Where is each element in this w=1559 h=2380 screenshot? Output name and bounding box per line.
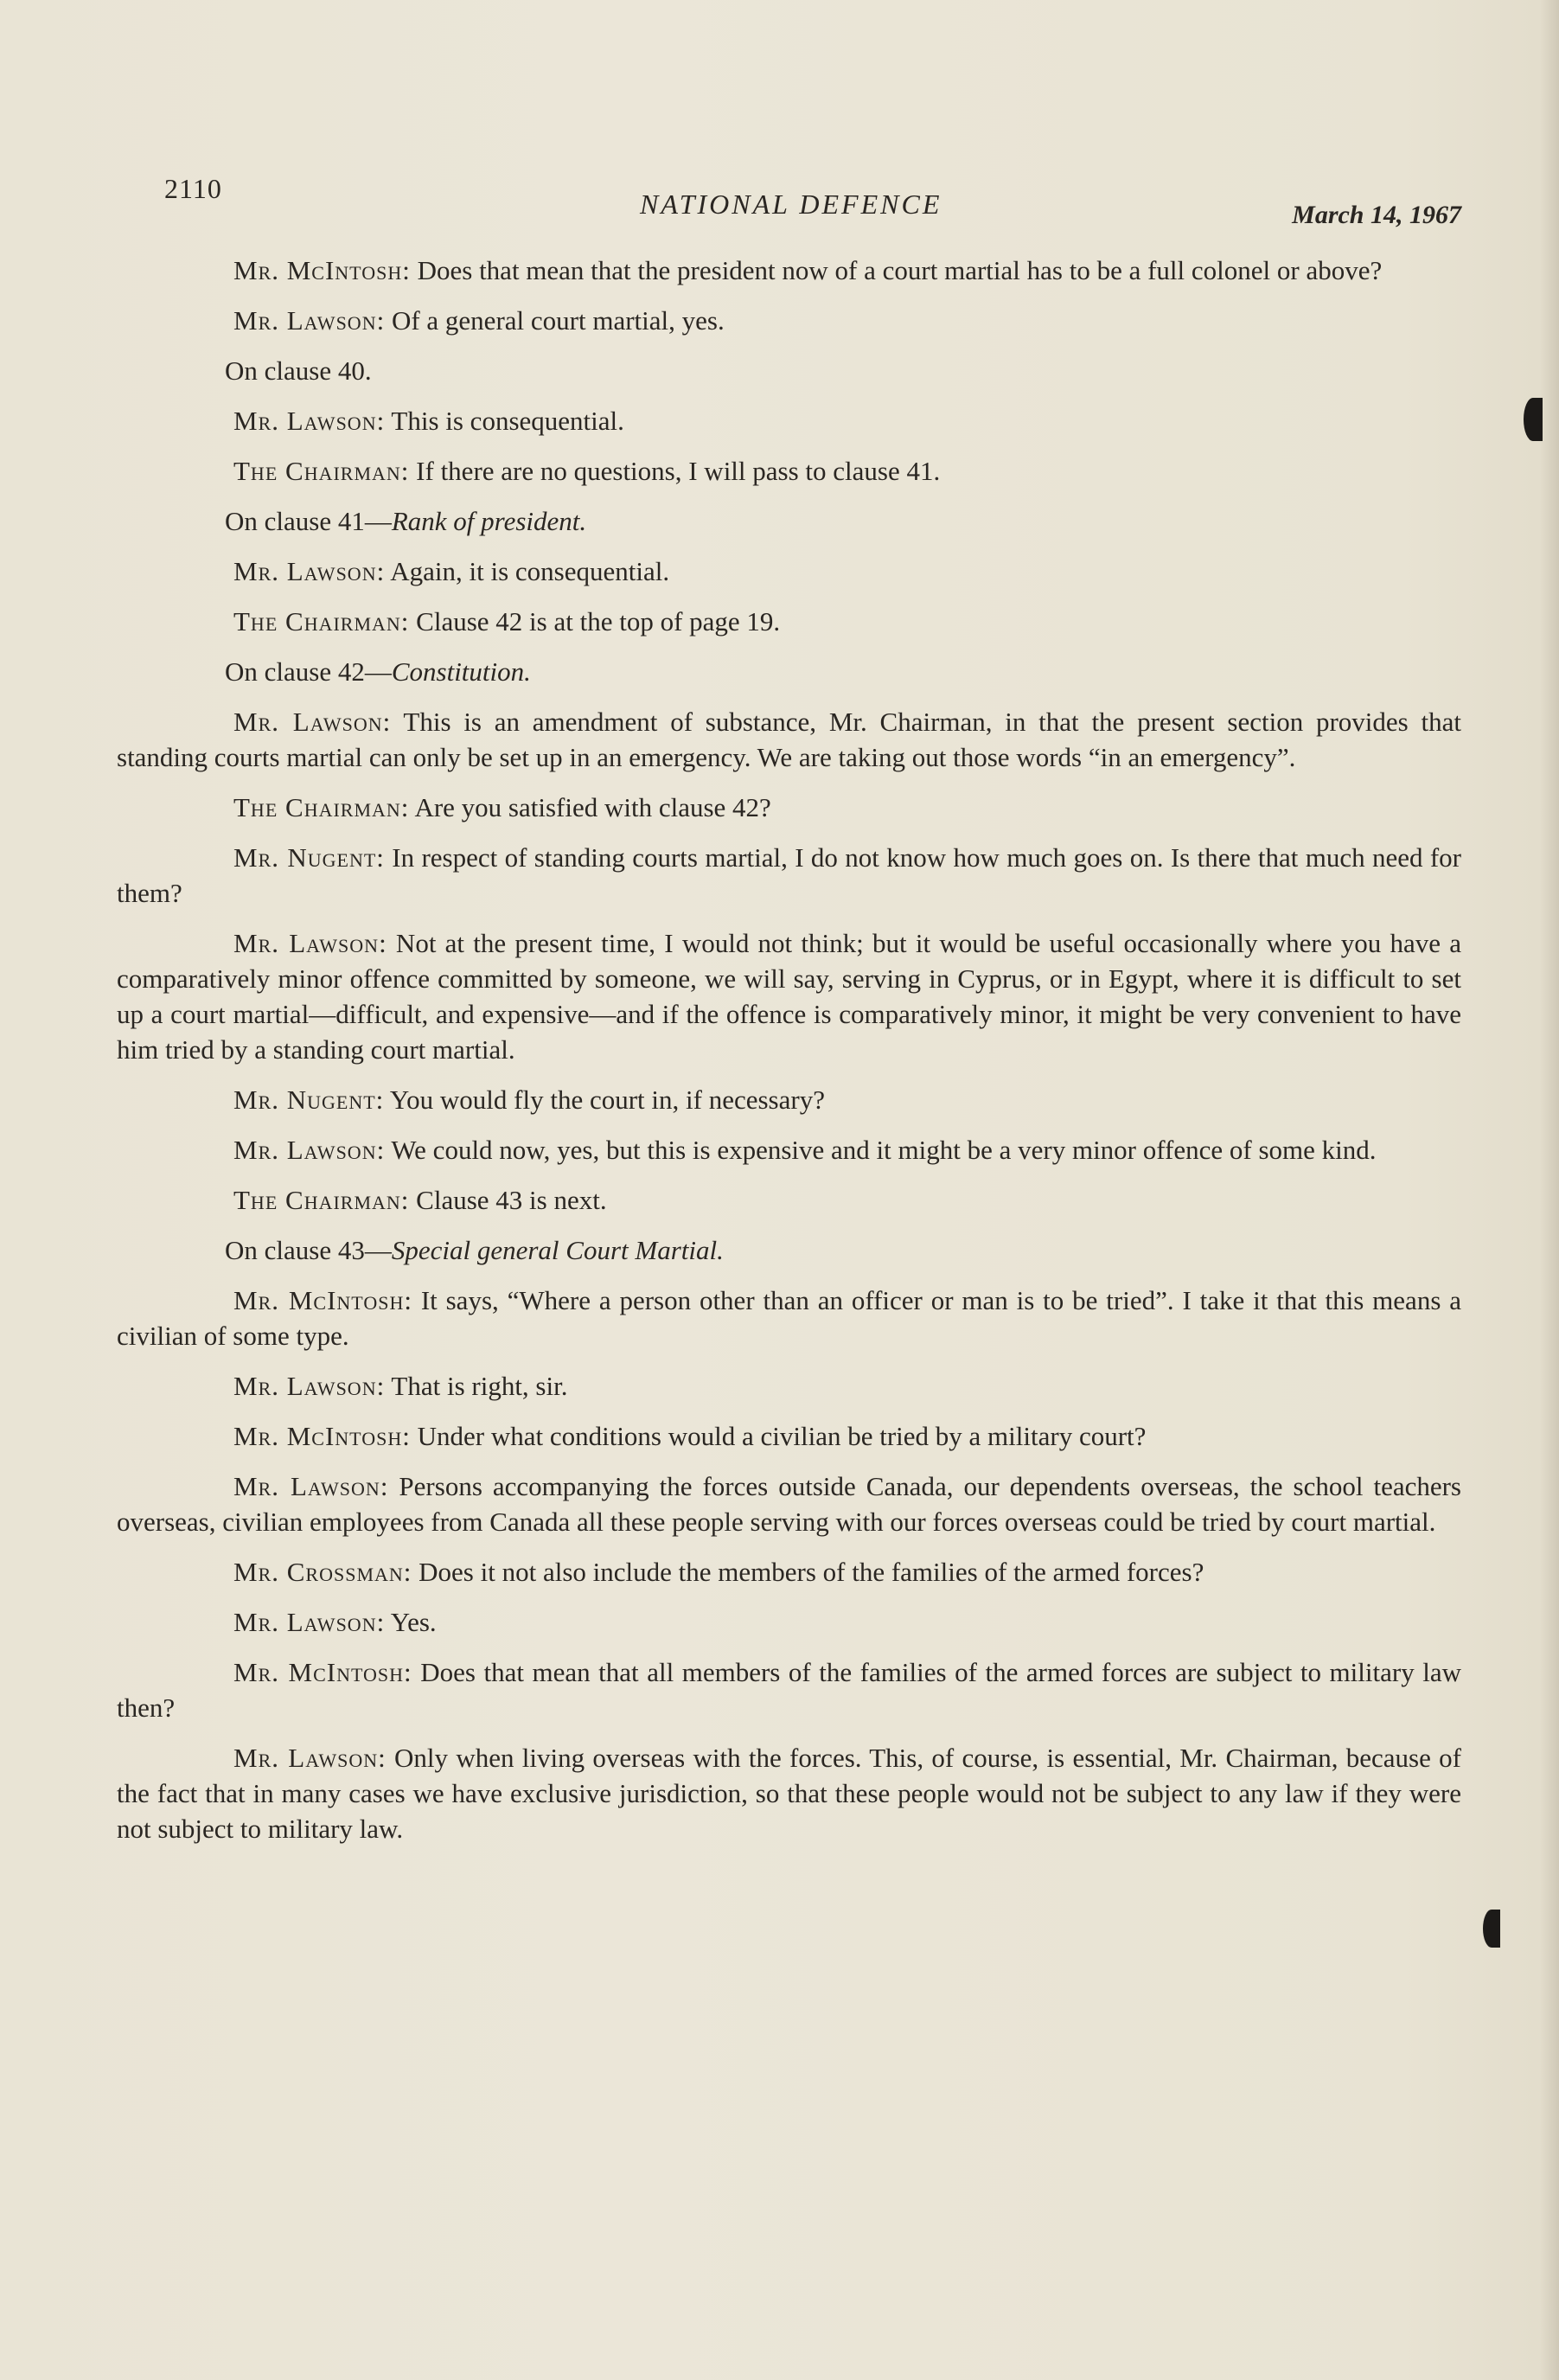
paragraph (117, 1468, 1461, 1539)
speaker-name: Mr. Lawson: (233, 928, 387, 958)
paragraph (117, 1554, 1461, 1590)
clause-heading (117, 503, 1461, 539)
paragraph (117, 303, 1461, 338)
speaker-name: Mr. Lawson: (233, 707, 392, 737)
paragraph-text: This is an amendment of substance, Mr. Chairman, in that the present section provides that standing courts martial can only be set up in an emergency. We are taking out those words “in an emergency”. (117, 707, 1461, 772)
paragraph-text: That is right, sir. (385, 1371, 568, 1401)
paragraph-text: On clause 41— (225, 506, 392, 536)
speaker-name: The Chairman: (233, 606, 410, 637)
clause-title: Special general Court Martial. (391, 1235, 724, 1265)
speaker-name: The Chairman: (233, 456, 410, 486)
running-date: March 14, 1967 (1292, 201, 1461, 229)
paragraph (117, 1418, 1461, 1454)
paragraph-text: Again, it is consequential. (385, 556, 670, 586)
speaker-name: Mr. Crossman: (233, 1557, 412, 1587)
speaker-name: Mr. McIntosh: (233, 255, 411, 285)
speaker-name: Mr. Lawson: (233, 556, 386, 586)
paragraph (117, 1604, 1461, 1640)
paragraph (117, 925, 1461, 1067)
paragraph-text: Clause 43 is next. (409, 1185, 607, 1215)
speaker-name: Mr. Lawson: (233, 1471, 389, 1501)
clause-heading (117, 654, 1461, 689)
speaker-name: The Chairman: (233, 792, 410, 822)
page-number: 2110 (164, 173, 222, 204)
clause-title: Constitution. (391, 656, 531, 687)
speaker-name: Mr. Lawson: (233, 1607, 386, 1637)
clause-title: Rank of president. (391, 506, 587, 536)
paragraph (117, 1132, 1461, 1168)
paragraph-text: Clause 42 is at the top of page 19. (409, 606, 781, 637)
clause-heading (117, 353, 1461, 388)
paragraph-text: Does that mean that the president now of a court martial has to be a full colonel or above? (410, 255, 1383, 285)
speaker-name: Mr. McIntosh: (233, 1421, 411, 1451)
paragraph-text: Under what conditions would a civilian be tried by a military court? (410, 1421, 1147, 1451)
paragraph (117, 1182, 1461, 1218)
speaker-name: Mr. Lawson: (233, 406, 386, 436)
paragraph (117, 790, 1461, 825)
speaker-name: Mr. Lawson: (233, 1371, 386, 1401)
speaker-name: Mr. Lawson: (233, 1743, 387, 1773)
paragraph (117, 453, 1461, 489)
clause-heading (117, 1232, 1461, 1268)
paragraph (117, 1283, 1461, 1353)
paragraph-text: On clause 43— (225, 1235, 392, 1265)
paragraph-text: We could now, yes, but this is expensive and it might be a very minor offence of some kind. (385, 1135, 1377, 1165)
paragraph (117, 1740, 1461, 1846)
speaker-name: Mr. McIntosh: (233, 1285, 412, 1315)
paragraph (117, 403, 1461, 438)
paragraph-text: On clause 42— (225, 656, 392, 687)
paragraph-text: Yes. (385, 1607, 437, 1637)
paragraph-text: Not at the present time, I would not think; but it would be useful occasionally where you have a comparatively minor offence committed by someone, we will say, serving in Cyprus, or in Egypt, where it is difficult to set up a court martial—difficult, and expensive—and if the offence is comparatively minor, it might be very convenient to have him tried by a standing court martial. (117, 928, 1461, 1065)
paragraph (117, 1082, 1461, 1117)
page-edge-shadow (1540, 0, 1559, 2380)
paragraph-text: In respect of standing courts martial, I do not know how much goes on. Is there that much need for them? (117, 842, 1462, 908)
paragraph-text: Does that mean that all members of the families of the armed forces are subject to military law then? (117, 1657, 1461, 1723)
paragraph-text: Are you satisfied with clause 42? (409, 792, 771, 822)
paragraph (117, 1368, 1461, 1404)
paragraph-text: If there are no questions, I will pass to clause 41. (409, 456, 941, 486)
paragraph-text: Persons accompanying the forces outside Canada, our dependents overseas, the school teachers overseas, civilian employees from Canada all these people serving with our forces overseas could be tried by court martial. (117, 1471, 1461, 1537)
paragraph (117, 553, 1461, 589)
speaker-name: The Chairman: (233, 1185, 410, 1215)
paragraph-text: Of a general court martial, yes. (385, 305, 725, 336)
transcript-body (117, 253, 1461, 1861)
paragraph (117, 1654, 1461, 1725)
paragraph-text: You would fly the court in, if necessary? (384, 1084, 825, 1115)
running-header (164, 173, 1461, 229)
paragraph (117, 704, 1461, 775)
speaker-name: Mr. Lawson: (233, 1135, 386, 1165)
speaker-name: Mr. Nugent: (233, 1084, 385, 1115)
paragraph (117, 604, 1461, 639)
paragraph-text: On clause 40. (225, 355, 372, 386)
binder-hole-mark (1524, 398, 1543, 441)
binder-hole-mark (1483, 1910, 1500, 1948)
speaker-name: Mr. Nugent: (233, 842, 385, 873)
speaker-name: Mr. Lawson: (233, 305, 386, 336)
paragraph (117, 840, 1461, 911)
paragraph-text: Only when living overseas with the forces. This, of course, is essential, Mr. Chairman, because of the fact that in many cases we have exclusive jurisdiction, so that these people would not be subject to any law if they were not subject to military law. (117, 1743, 1461, 1844)
paragraph-text: Does it not also include the members of the families of the armed forces? (412, 1557, 1204, 1587)
paragraph (117, 253, 1461, 288)
paragraph-text: It says, “Where a person other than an officer or man is to be tried”. I take it that this means a civilian of some type. (117, 1285, 1461, 1351)
speaker-name: Mr. McIntosh: (233, 1657, 412, 1687)
paragraph-text: This is consequential. (385, 406, 624, 436)
running-title: NATIONAL DEFENCE (640, 189, 942, 220)
